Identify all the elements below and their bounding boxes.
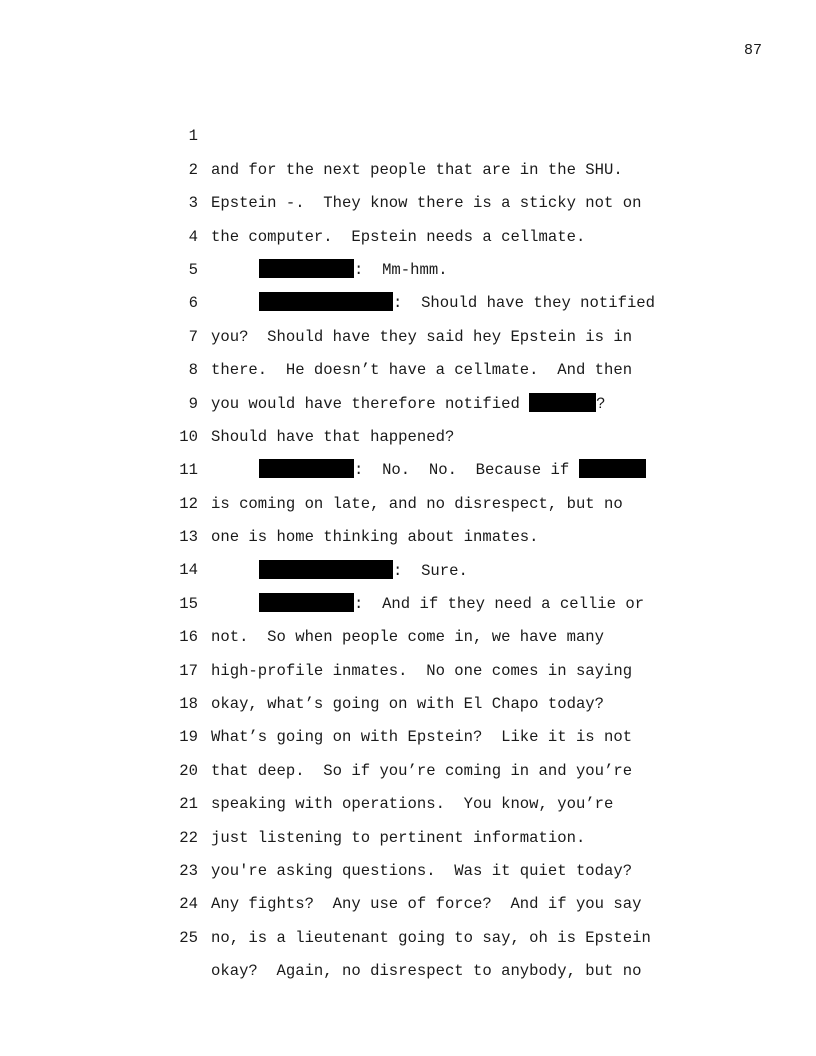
- line-text-before: you would have therefore notified: [211, 394, 530, 413]
- line-text-after: ?: [596, 394, 606, 413]
- line-text: and for the next people that are in the SHU.: [211, 160, 623, 179]
- line-text: : Should have they notified: [393, 294, 656, 313]
- line-text: there. He doesn’t have a cellmate. And then: [211, 361, 633, 380]
- line-text: : And if they need a cellie or: [354, 594, 645, 613]
- line-text: : Sure.: [393, 561, 468, 580]
- line-text: you? Should have they said hey Epstein is in: [211, 327, 633, 346]
- line-number: 4: [188, 227, 198, 246]
- transcript-body: [0, 87, 816, 981]
- line-text: Any fights? Any use of force? And if you say: [211, 895, 642, 914]
- line-number: 8: [188, 361, 198, 380]
- line-number: 23: [179, 862, 198, 880]
- line-number: 22: [179, 828, 198, 847]
- line-number: 6: [188, 294, 198, 313]
- line-number: 2: [188, 160, 198, 179]
- line-text: you're asking questions. Was it quiet today?: [211, 862, 633, 881]
- page-number: 87: [743, 42, 762, 59]
- line-text: one is home thinking about inmates.: [211, 528, 539, 547]
- line-number: 14: [179, 561, 198, 580]
- line-text: speaking with operations. You know, you’re: [211, 795, 614, 814]
- line-text: is coming on late, and no disrespect, but no: [211, 494, 623, 513]
- line-number: 19: [179, 728, 198, 747]
- line-number: 25: [179, 928, 198, 947]
- line-text: the computer. Epstein needs a cellmate.: [211, 227, 586, 246]
- line-text: just listening to pertinent information.: [211, 828, 586, 847]
- line-number: 11: [179, 461, 198, 480]
- line-number: 21: [179, 795, 198, 814]
- line-text: that deep. So if you’re coming in and you’re: [211, 761, 633, 780]
- line-number: 12: [179, 494, 198, 513]
- line-number: 15: [179, 594, 198, 613]
- line-number: 24: [179, 895, 198, 914]
- line-number: 17: [179, 661, 198, 680]
- transcript-line: [0, 87, 816, 179]
- line-number: 13: [179, 528, 198, 547]
- line-text: Should have that happened?: [211, 427, 455, 446]
- line-text: okay? Again, no disrespect to anybody, but no: [211, 962, 642, 981]
- line-text: : Mm-hmm.: [354, 260, 448, 279]
- line-number: 16: [179, 628, 198, 647]
- line-number: 10: [179, 427, 198, 446]
- line-text: no, is a lieutenant going to say, oh is Epstein: [211, 928, 651, 947]
- line-text: high-profile inmates. No one comes in saying: [211, 661, 633, 680]
- line-number: 7: [188, 327, 198, 346]
- line-text: not. So when people come in, we have many: [211, 628, 605, 647]
- line-number: 3: [188, 194, 198, 213]
- line-number: 18: [179, 695, 198, 714]
- line-text: Epstein -. They know there is a sticky not on: [211, 194, 642, 213]
- line-number: 5: [188, 260, 198, 279]
- line-text: okay, what’s going on with El Chapo today?: [211, 695, 605, 714]
- line-number: 9: [188, 394, 198, 413]
- line-text: What’s going on with Epstein? Like it is not: [211, 728, 633, 747]
- line-number: 1: [188, 127, 198, 146]
- line-number: 20: [179, 761, 198, 780]
- line-text: : No. No. Because if: [354, 461, 579, 480]
